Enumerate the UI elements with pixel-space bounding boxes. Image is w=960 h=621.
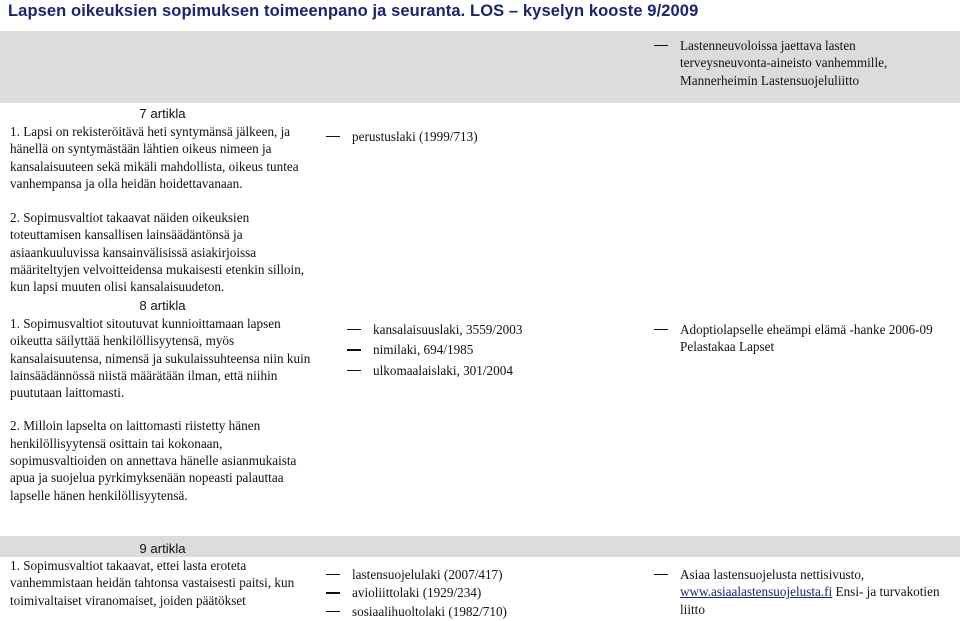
article9-projects-cell [654, 566, 944, 621]
article9-heading: 9 artikla [139, 541, 186, 556]
article9-laws-cell [326, 566, 626, 621]
law-text: ulkomaalaislaki, 301/2004 [373, 362, 513, 378]
dash-icon [347, 349, 361, 350]
article8-text-cell [10, 298, 315, 504]
website-link[interactable]: www.asiaalastensuojelusta.fi [680, 584, 833, 600]
list-item [347, 362, 637, 379]
dash-icon [654, 329, 668, 330]
article9-paragraph-1: 1. Sopimusvaltiot takaavat, ettei lasta eroteta vanhemmistaan heidän tahtonsa vastaisesti paitsi, kun toimivaltaiset viranomaiset, joiden päätökset [10, 558, 295, 608]
article7-heading: 7 artikla [139, 106, 186, 121]
project-text: Asiaa lastensuojelusta nettisivusto, [680, 567, 865, 582]
dash-icon [326, 574, 340, 575]
list-item [654, 566, 944, 618]
dash-icon [654, 574, 668, 575]
law-text: kansalaisuuslaki, 3559/2003 [373, 322, 523, 337]
project-text: Adoptiolapselle eheämpi elämä -hanke 2006-09 Pelastakaa Lapset [680, 322, 933, 355]
top-row-right-cell [654, 37, 944, 92]
list-item [347, 341, 637, 358]
dash-icon [347, 370, 361, 371]
law-text: avioliittolaki (1929/234) [352, 585, 482, 601]
top-resource-text: Lastenneuvoloissa jaettava lasten terveysneuvonta-aineisto vanhemmille, Mannerheimin Lastensuojeluliitto [680, 38, 888, 88]
list-item [326, 566, 626, 583]
list-item [654, 321, 944, 356]
dash-icon [326, 592, 340, 593]
list-item [347, 321, 637, 338]
article7-laws-cell [326, 128, 626, 148]
law-text: sosiaalihuoltolaki (1982/710) [352, 603, 507, 619]
dash-icon [654, 45, 668, 46]
article8-laws-cell [347, 321, 637, 382]
law-text: perustuslaki (1999/713) [352, 129, 478, 144]
list-item [654, 37, 944, 89]
dash-icon [347, 329, 361, 330]
article8-paragraph-1: 1. Sopimusvaltiot sitoutuvat kunnioittamaan lapsen oikeutta säilyttää henkilöllisyytensä, myös kansalaisuutensa, nimensä ja sukulaissuhteensa niin kuin lainsäädännössä niistä määrätään ilman, että niihin puututaan laittomasti. [10, 316, 311, 401]
law-text: nimilaki, 694/1985 [373, 342, 474, 358]
dash-icon [326, 611, 340, 612]
article8-paragraph-2: 2. Milloin lapselta on laittomasti riistetty hänen henkilöllisyytensä osittain tai kokonaan, sopimusvaltioiden on annettava hänelle asianmukaista apua ja suojelua pyrkimyksenään nopeasti palauttaa lapselle hänen henkilöllisyytensä. [10, 418, 297, 503]
law-text: lastensuojelulaki (2007/417) [352, 567, 503, 582]
page-title: Lapsen oikeuksien sopimuksen toimeenpano ja seuranta. LOS – kyselyn kooste 9/2009 [8, 2, 699, 20]
article7-paragraph-1: 1. Lapsi on rekisteröitävä heti syntymänsä jälkeen, ja hänellä on syntymästään lähtien oikeus nimeen ja kansalaisuuteen sekä mikäli mahdollista, oikeus tuntea vanhempansa ja olla heidän hoidettavanaan. [10, 124, 299, 191]
article7-text-cell [10, 106, 315, 296]
article8-projects-cell [654, 321, 944, 359]
list-item [326, 128, 626, 145]
article9-text-cell [10, 541, 315, 609]
project-org-text: Ensi- ja turvakotien liitto [680, 584, 940, 617]
dash-icon [326, 136, 340, 137]
article8-heading: 8 artikla [139, 298, 186, 313]
list-item [326, 584, 626, 601]
article7-paragraph-2: 2. Sopimusvaltiot takaavat näiden oikeuksien toteuttamisen kansallisen lainsäädäntönsä ja asiaankuuluvissa kansainvälisissä asiakirjoissa määriteltyjen velvoitteidensa mukaisesti etenkin silloin, kun lapsi muuten olisi kansalaisuudeton. [10, 210, 305, 295]
list-item [326, 603, 626, 620]
